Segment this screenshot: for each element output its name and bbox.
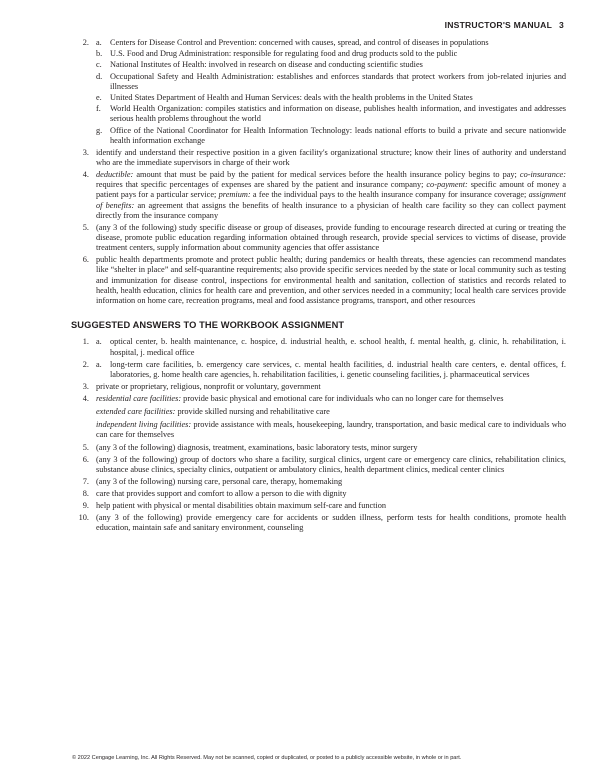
sub-letter: a.	[96, 359, 102, 369]
term-assignment-of-benefits: assignment of benefits:	[96, 190, 566, 210]
term-deductible: deductible:	[96, 170, 134, 180]
item-number: 3.	[82, 147, 89, 157]
sub-text: U.S. Food and Drug Administration: responsible for regulating food and drug products sold to the public	[110, 49, 458, 59]
item-text: identify and understand their respective position in a given facility's organizational structure; know their lines of authority and understand who are the immediate supervisors in charge of their work	[96, 147, 566, 168]
sub-list	[96, 38, 566, 146]
answer-item-4	[72, 170, 566, 221]
sub-text: World Health Organization: compiles statistics and information on disease, publishes health information, and investigates and addresses serious health problems throughout the world	[110, 104, 566, 124]
item-text: public health departments promote and protect public health; during pandemics or health threats, these agencies can recommend mandates like “shelter in place” and self-quarantine requirements; also provide specific services needed by the state or local community such as testing and immunization for disease control, inspections for environmental health and sanitation, collection of statistics and records related to health, health education, clinics for health care and prevention, and other services needed in a community; local health care services provide information on home care, recreation programs, meal and food assistance programs, transport, and other resources	[96, 255, 566, 306]
item-text: help patient with physical or mental disabilities obtain maximum self-care and function	[96, 501, 387, 511]
item-number: 5.	[82, 442, 89, 452]
sub-item-c	[96, 60, 566, 70]
sub-letter: a.	[96, 337, 102, 347]
sub-letter: d.	[96, 71, 103, 81]
item-number: 7.	[82, 477, 89, 487]
item-number: 2.	[82, 38, 89, 47]
workbook-item-9	[72, 501, 566, 511]
item-text: care that provides support and comfort to allow a person to die with dignity	[96, 489, 347, 499]
definition-text: provide skilled nursing and rehabilitative care	[175, 407, 330, 417]
item-text: (any 3 of the following) nursing care, personal care, therapy, homemaking	[96, 477, 343, 487]
term-co-insurance: co-insurance:	[519, 170, 566, 180]
sub-letter: f.	[96, 104, 101, 114]
sub-item-g	[96, 126, 566, 146]
sub-letter: e.	[96, 93, 102, 103]
item-text: (any 3 of the following) diagnosis, treatment, examinations, basic laboratory tests, minor surgery	[96, 442, 418, 452]
answer-item-6	[72, 255, 566, 306]
section-heading: SUGGESTED ANSWERS TO THE WORKBOOK ASSIGNMENT	[71, 320, 345, 331]
workbook-item-5	[72, 443, 566, 453]
sub-item-b	[96, 49, 566, 59]
copyright-footer: © 2022 Cengage Learning, Inc. All Rights Reserved. May not be scanned, copied or duplicated, or posted to a publicly accessible website, in whole or in part.	[72, 755, 462, 761]
definition-text: provide basic physical and emotional care for individuals who can no longer care for themselves	[181, 393, 504, 403]
page-number: 3	[559, 20, 564, 30]
item-number: 4.	[82, 170, 89, 180]
workbook-item-2	[72, 360, 566, 380]
item-number: 10.	[78, 513, 89, 523]
answer-item-2	[72, 38, 566, 146]
workbook-item-4-extended	[72, 407, 566, 417]
item-number: 3.	[82, 381, 89, 391]
definition-text: specific amount of money a patient pays for a particular service;	[96, 180, 567, 200]
definition-text: amount that must be paid by the patient for medical services before the health insurance policy begins to pay;	[133, 170, 520, 180]
item-number: 6.	[82, 454, 89, 464]
sub-item-e	[96, 93, 566, 103]
workbook-item-10	[72, 513, 566, 533]
workbook-item-8	[72, 489, 566, 499]
workbook-item-6	[72, 455, 566, 475]
sub-letter: g.	[96, 125, 103, 135]
sub-text: optical center, b. health maintenance, c. hospice, d. industrial health, e. school health, f. mental health, g. clinic, h. rehabilitation, i. hospital, j. medical office	[110, 337, 566, 357]
page-body	[72, 38, 566, 535]
sub-text: United States Department of Health and Human Services: deals with the health problems in the United States	[110, 93, 473, 103]
sub-item-a	[96, 337, 566, 357]
item-number: 5.	[82, 222, 89, 232]
sub-item-f	[96, 104, 566, 124]
workbook-item-3	[72, 382, 566, 392]
item-number: 8.	[82, 489, 89, 499]
sub-text: Occupational Safety and Health Administration: establishes and enforces standards that protect workers from job-related injuries and illnesses	[110, 71, 566, 91]
sub-letter: a.	[96, 38, 102, 47]
workbook-item-1	[72, 337, 566, 357]
header-title: INSTRUCTOR'S MANUAL	[444, 20, 553, 30]
sub-letter: c.	[96, 60, 102, 70]
answer-item-5	[72, 223, 566, 254]
sub-text: National Institutes of Health: involved in research on disease and conducting scientific studies	[110, 60, 423, 70]
term-extended-care: extended care facilities:	[96, 407, 176, 417]
workbook-item-4	[72, 394, 566, 404]
sub-text: Centers for Disease Control and Prevention: concerned with causes, spread, and control of diseases in populations	[110, 38, 489, 47]
running-header	[445, 20, 564, 30]
workbook-item-7	[72, 477, 566, 487]
item-text: private or proprietary, religious, nonprofit or voluntary, government	[96, 381, 321, 391]
sub-item-a	[96, 38, 566, 48]
item-text: (any 3 of the following) study specific disease or group of diseases, provide funding to encourage research directed at curing or treating the disease, promote public education regarding information obtained through research, provide special services to victims of disease, provide treatment centers, supply information about community agencies that offer assistance	[96, 222, 566, 253]
term-residential-care: residential care facilities:	[96, 393, 182, 403]
item-text: (any 3 of the following) group of doctors who share a facility, surgical clinics, urgent care or emergency care clinics, rehabilitation clinics, substance abuse clinics, specialty clinics, outpatient or ambulatory clinics, health department clinics, medical center clinics	[96, 454, 566, 475]
sub-letter: b.	[96, 49, 103, 59]
sub-item-a	[96, 360, 566, 380]
answer-item-3	[72, 148, 566, 168]
sub-text: Office of the National Coordinator for Health Information Technology: leads national efforts to build a private and secure nationwide health information exchange	[110, 125, 566, 145]
item-number: 9.	[82, 501, 89, 511]
term-co-payment: co-payment:	[426, 180, 468, 190]
definition-text: requires that specific percentages of expenses are shared by the patient and insurance company;	[96, 180, 427, 190]
item-number: 1.	[82, 337, 89, 347]
workbook-item-4-independent	[72, 420, 566, 440]
item-text: (any 3 of the following) provide emergency care for accidents or sudden illness, perform tests for health conditions, promote health education, maintain safe and sanitary environment, counseling	[96, 513, 566, 533]
sub-item-d	[96, 72, 566, 92]
definition-text: an agreement that assigns the benefits of health insurance to a physician of health care facility so they can collect payment directly from the insurance company	[96, 200, 566, 220]
definition-text: provide assistance with meals, housekeeping, laundry, transportation, and basic medical care to individuals who can care for themselves	[96, 419, 566, 440]
item-number: 4.	[82, 393, 89, 403]
item-number: 6.	[82, 255, 89, 265]
definition-text: a fee the individual pays to the health insurance company for insurance coverage;	[250, 190, 529, 200]
item-number: 2.	[82, 359, 89, 369]
sub-text: long-term care facilities, b. emergency care services, c. mental health facilities, d. industrial health care centers, e. dental offices, f. laboratories, g. home health care agencies, h. rehabilitation facilities, i. genetic counseling facilities, j. pharmaceutical services	[110, 359, 566, 379]
term-premium: premium:	[218, 190, 251, 200]
term-independent-living: independent living facilities:	[96, 419, 192, 429]
